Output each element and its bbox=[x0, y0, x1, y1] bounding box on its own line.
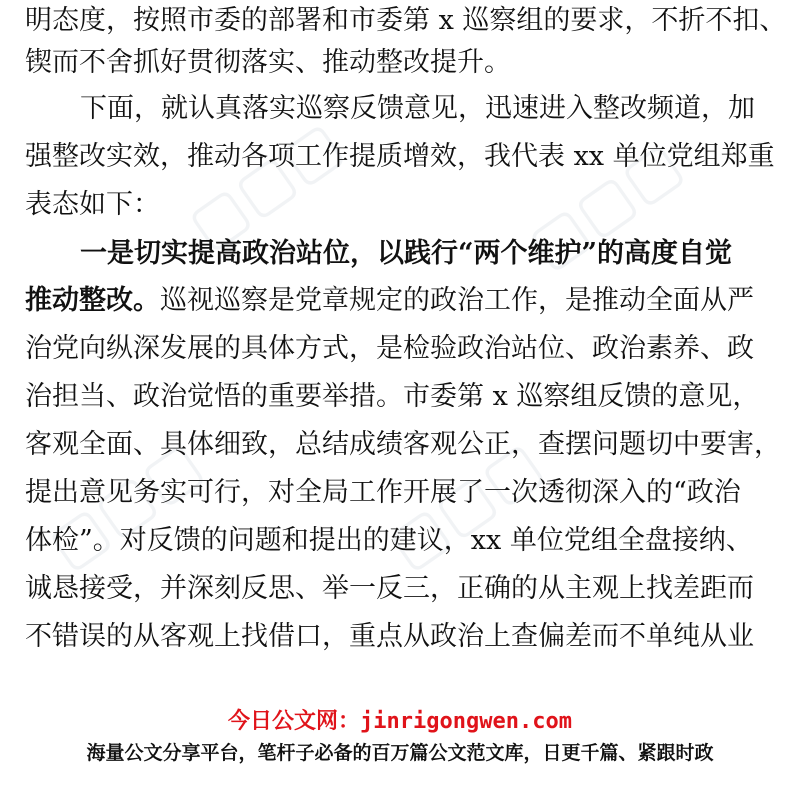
body-text: 体检”。对反馈的问题和提出的建议，xx 单位党组全盘接纳、 bbox=[25, 525, 753, 556]
body-line-12 bbox=[25, 518, 800, 564]
body-line-10 bbox=[25, 422, 800, 468]
footer-slogan: 海量公文分享平台，笔杆子必备的百万篇公文范文库，日更千篇、紧跟时政 bbox=[86, 742, 714, 764]
body-line-4 bbox=[25, 134, 800, 180]
body-line-13 bbox=[25, 566, 800, 612]
body-text: 诚恳接受，并深刻反思、举一反三，正确的从主观上找差距而 bbox=[25, 573, 754, 604]
body-line-11 bbox=[25, 470, 800, 516]
body-text: 锲而不舍抓好贯彻落实、推动整改提升。 bbox=[25, 47, 511, 78]
body-line-3 bbox=[80, 86, 800, 132]
body-line-7 bbox=[25, 278, 800, 324]
section-heading-end: 推动整改。 bbox=[25, 285, 160, 316]
watermark: ▢▢▢ bbox=[515, 127, 695, 283]
footer-site-url[interactable]: jinrigongwen.com bbox=[360, 709, 572, 734]
body-line-5 bbox=[25, 182, 800, 228]
body-line-1 bbox=[25, 0, 800, 44]
body-line-8 bbox=[25, 326, 800, 372]
body-line-2 bbox=[25, 40, 800, 86]
body-text: 巡视巡察是党章规定的政治工作，是推动全面从严 bbox=[160, 285, 754, 316]
section-heading: 一是切实提高政治站位，以践行“两个维护”的高度自觉 bbox=[80, 238, 733, 269]
footer-site-line bbox=[0, 705, 800, 739]
watermark: ▢▢▢ bbox=[375, 427, 555, 583]
watermark: ▢▢▢ bbox=[35, 427, 215, 583]
body-text: 明态度，按照市委的部署和市委第 x 巡察组的要求，不折不扣、 bbox=[25, 5, 787, 36]
body-text: 治担当、政治觉悟的重要举措。市委第 x 巡察组反馈的意见， bbox=[25, 381, 760, 412]
body-line-6 bbox=[80, 231, 800, 277]
body-text: 治党向纵深发展的具体方式，是检验政治站位、政治素养、政 bbox=[25, 333, 754, 364]
body-line-14 bbox=[25, 614, 800, 660]
footer-site-label: 今日公文网： bbox=[228, 709, 361, 734]
body-text: 提出意见务实可行，对全局工作开展了一次透彻深入的“政治 bbox=[25, 477, 741, 508]
body-text: 不错误的从客观上找借口，重点从政治上查偏差而不单纯从业 bbox=[25, 621, 754, 652]
body-text: 客观全面、具体细致，总结成绩客观公正，查摆问题切中要害， bbox=[25, 429, 781, 460]
body-text: 表态如下： bbox=[25, 189, 160, 220]
watermark: ▢▢▢ bbox=[175, 107, 355, 263]
body-line-9 bbox=[25, 374, 800, 420]
body-text: 强整改实效，推动各项工作提质增效，我代表 xx 单位党组郑重 bbox=[25, 141, 775, 172]
body-text: 下面，就认真落实巡察反馈意见，迅速进入整改频道，加 bbox=[80, 93, 755, 124]
